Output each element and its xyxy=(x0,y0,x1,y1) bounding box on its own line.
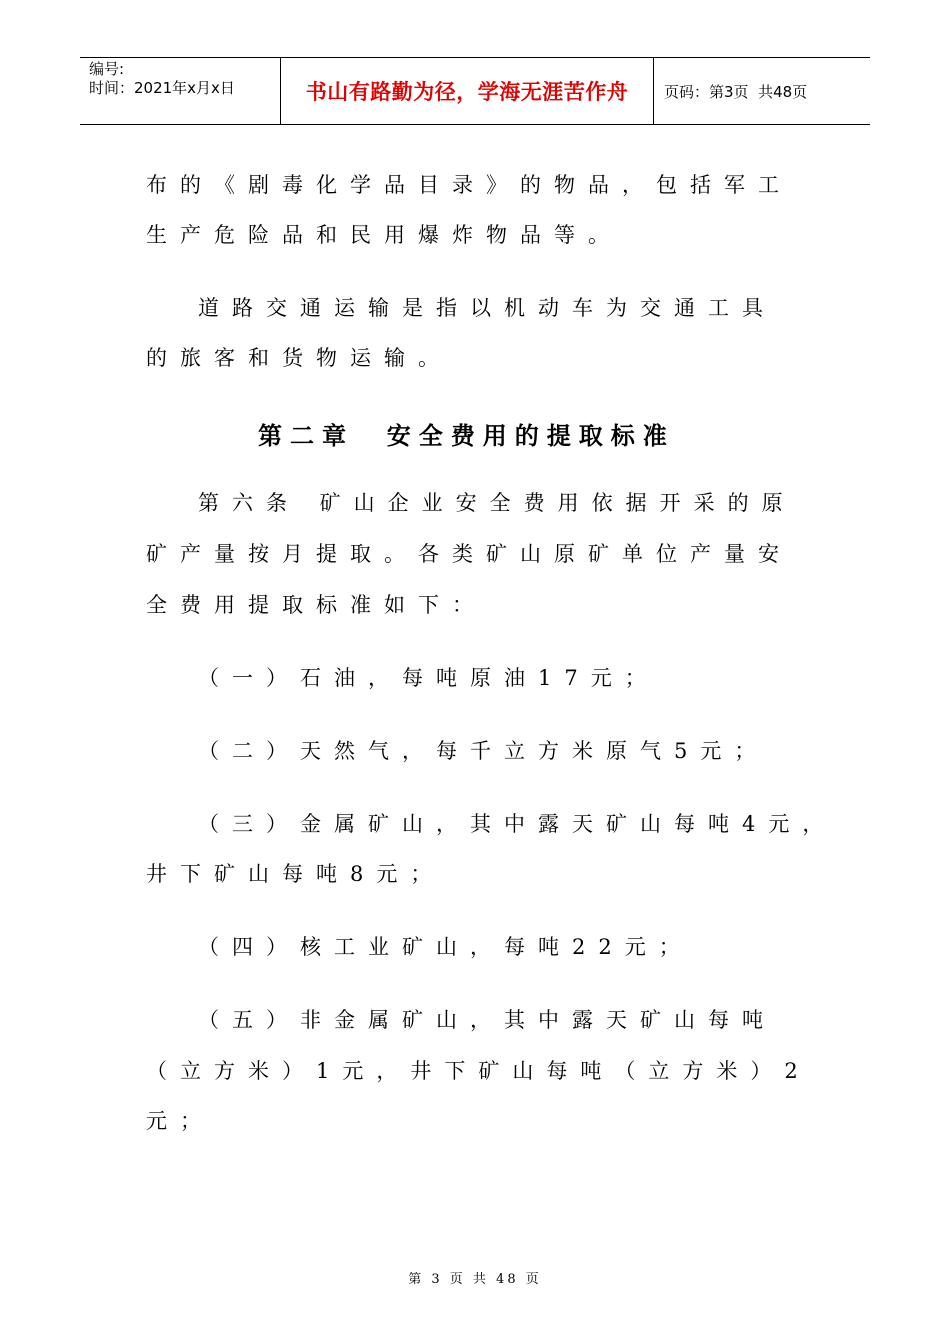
list-item: （三）金属矿山，其中露天矿山每吨4元， xyxy=(198,812,837,836)
header-motto: 书山有路勤为径，学海无涯苦作舟 xyxy=(281,58,654,124)
list-item: （二）天然气，每千立方米原气5元； xyxy=(198,739,769,763)
list-item-continued: 井下矿山每吨8元； xyxy=(146,862,445,886)
list-item: （一）石油，每吨原油17元； xyxy=(198,666,659,690)
page-footer: 第 3 页 共 48 页 xyxy=(408,1272,542,1287)
document-time-label: 时间：2021年x月x日 xyxy=(89,79,235,97)
list-item: （四）核工业矿山，每吨22元； xyxy=(198,935,693,959)
list-item-continued: 元； xyxy=(146,1109,214,1133)
chapter-title: 第二章 安全费用的提取标准 xyxy=(258,422,675,450)
body-line: 矿产量按月提取。各类矿山原矿单位产量安 xyxy=(146,542,792,566)
body-line: 全费用提取标准如下： xyxy=(146,593,486,617)
body-line: 生产危险品和民用爆炸物品等。 xyxy=(146,223,622,247)
list-item-continued: （立方米）1元，井下矿山每吨（立方米）2 xyxy=(146,1059,811,1083)
page-header xyxy=(80,57,870,125)
body-line: 的旅客和货物运输。 xyxy=(146,346,452,370)
body-line: 道路交通运输是指以机动车为交通工具 xyxy=(198,296,776,320)
document-number-label: 编号: xyxy=(89,60,125,78)
header-page-info xyxy=(654,58,870,124)
header-meta xyxy=(80,58,281,124)
page-info-text: 页码：第3页 共48页 xyxy=(664,82,808,101)
list-item: （五）非金属矿山，其中露天矿山每吨 xyxy=(198,1008,776,1032)
body-line: 布的《剧毒化学品目录》的物品，包括军工 xyxy=(146,173,792,197)
body-line: 第六条 矿山企业安全费用依据开采的原 xyxy=(198,491,796,515)
